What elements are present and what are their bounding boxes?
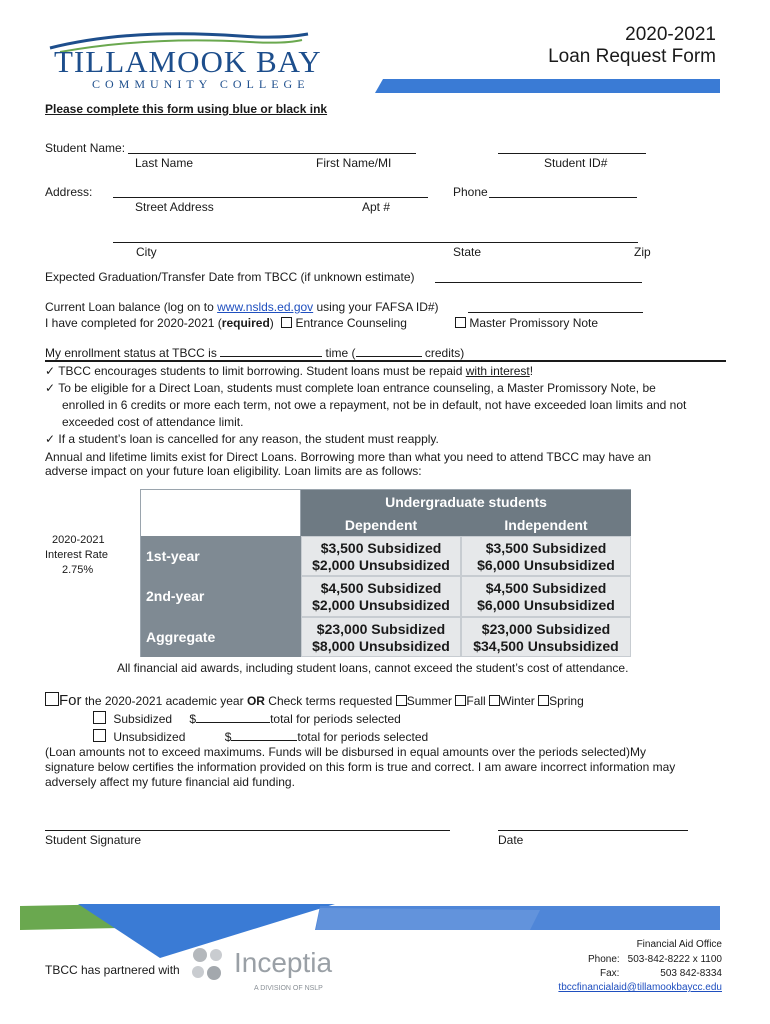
master-note-label: Master Promissory Note [469,316,599,330]
credits-blank[interactable] [356,347,422,357]
ind-2-sub: $4,500 Subsidized [485,580,607,596]
dep-2-unsub: $2,000 Unsubsidized [312,597,450,613]
address-label: Address: [45,185,93,199]
fax-value-footer: 503 842-8334 [660,968,722,979]
form-title: Loan Request Form [548,46,716,67]
zip-caption: Zip [634,245,651,259]
summer-label: Summer [406,694,453,708]
certify-line-3: adversely affect my future financial aid funding. [45,775,295,789]
notice-1-post: ! [529,364,534,378]
limits-line-2: adverse impact on your future loan eligibility. Loan limits are as follows: [45,464,422,478]
subsidized-label: Subsidized [113,712,173,726]
row-label-2nd-year: 2nd-year [141,576,301,617]
college-logo [40,30,322,100]
ind-1-sub: $3,500 Subsidized [485,540,607,556]
winter-checkbox[interactable] [489,695,500,706]
inceptia-mark-icon [188,945,228,985]
cell-independent-2nd-year [461,576,631,617]
completed-required: required [221,316,270,330]
form-year: 2020-2021 [625,24,716,45]
col-independent: Independent [461,514,631,536]
logo-subtitle: COMMUNITY COLLEGE [92,77,310,91]
unsubsidized-label: Unsubsidized [113,730,186,744]
cost-of-attendance-note: All financial aid awards, including student loans, cannot exceed the student’s cost of attendance. [117,661,629,675]
header-accent-bar [375,79,720,93]
enrollment-text-pre: My enrollment status at TBCC is [45,346,217,360]
enrollment-status-blank[interactable] [220,347,322,357]
notice-2-line-3: exceeded cost of attendance limit. [62,415,244,429]
group-header: Undergraduate students [301,490,631,514]
for-label: For [59,692,82,709]
checkmark-icon: ✓ [45,364,56,378]
rate-value: 2.75% [62,564,94,576]
academic-year-checkbox[interactable] [45,692,59,706]
completed-row [45,316,407,330]
date-line[interactable] [498,830,688,831]
entrance-counseling-label: Entrance Counseling [295,316,407,330]
loan-balance-line[interactable] [468,312,643,313]
last-name-caption: Last Name [135,156,194,170]
partner-text: TBCC has partnered with [45,963,180,977]
notice-2-line-1: To be eligible for a Direct Loan, students must complete loan entrance counseling, a Master Promissory Note, be [58,381,656,395]
master-note-row [455,316,598,330]
enrollment-text-post: credits) [424,346,465,360]
spring-label: Spring [549,694,584,708]
section-divider [45,360,726,362]
subsidized-total-label: total for periods selected [270,712,401,726]
checkmark-icon: ✓ [45,432,56,446]
apt-caption: Apt # [362,200,391,214]
cell-independent-aggregate [461,617,631,657]
phone-line[interactable] [489,197,637,198]
dep-agg-sub: $23,000 Subsidized [316,621,446,637]
cell-dependent-aggregate [301,617,461,657]
loan-balance-text-post: using your FAFSA ID#) [313,300,439,314]
loan-balance-text-pre: Current Loan balance (log on to [45,300,218,314]
phone-value-footer: 503-842-8222 x 1100 [627,954,722,965]
notice-bullet-3 [45,432,439,446]
completed-text-post: ) [269,316,274,330]
enrollment-text-mid: time ( [325,346,356,360]
student-id-caption: Student ID# [544,156,608,170]
notice-2-line-2: enrolled in 6 credits or more each term, not owe a repayment, not be in default, not have exceeded loan limits and not [62,398,687,412]
dep-1-sub: $3,500 Subsidized [320,540,442,556]
notice-bullet-2 [45,381,656,395]
ind-agg-unsub: $34,500 Unsubsidized [473,638,619,654]
master-promissory-checkbox[interactable] [455,317,466,328]
logo-title: TILLAMOOK BAY [54,44,322,79]
fax-label-footer: Fax: [600,968,620,979]
subsidized-checkbox[interactable] [93,711,106,724]
student-name-label: Student Name: [45,141,126,155]
ind-2-unsub: $6,000 Unsubsidized [477,597,615,613]
subsidized-amount-blank[interactable] [196,713,270,723]
financial-aid-email-link[interactable]: tbccfinancialaid@tillamookbaycc.edu [558,982,722,993]
date-label: Date [498,833,524,847]
state-caption: State [453,245,482,259]
student-signature-label: Student Signature [45,833,142,847]
dep-1-unsub: $2,000 Unsubsidized [312,557,450,573]
graduation-line[interactable] [435,282,642,283]
student-signature-line[interactable] [45,830,450,831]
unsubsidized-total-label: total for periods selected [297,730,429,744]
inceptia-logo [188,945,348,995]
entrance-counseling-checkbox[interactable] [281,317,292,328]
loan-limits-table [140,489,631,657]
graduation-label: Expected Graduation/Transfer Date from TBCC (if unknown estimate) [45,270,415,284]
summer-checkbox[interactable] [396,695,407,706]
student-id-line[interactable] [498,153,646,154]
footer-ribbon-graphic [20,900,735,960]
cell-dependent-1st-year [301,536,461,576]
row-label-1st-year: 1st-year [141,536,301,576]
winter-label: Winter [500,694,535,708]
limits-line-1: Annual and lifetime limits exist for Direct Loans. Borrowing more than what you need to attend TBCC may have an [45,450,652,464]
unsubsidized-dollar: $ [224,730,232,744]
row-label-aggregate: Aggregate [141,617,301,657]
inceptia-name: Inceptia [234,947,333,978]
cell-independent-1st-year [461,536,631,576]
completed-text-pre: I have completed for 2020-2021 ( [45,316,222,330]
or-text: OR [246,694,265,708]
phone-label-footer: Phone: [588,954,620,965]
period-text-post: Check terms requested [264,694,396,708]
notice-1-pre: TBCC encourages students to limit borrowing. Student loans must be repaid [58,364,466,378]
subsidized-row [93,711,401,726]
enrollment-row [45,346,464,360]
unsubsidized-amount-blank[interactable] [231,731,297,741]
street-address-line[interactable] [113,197,428,198]
period-text-pre: the 2020-2021 academic year [81,694,247,708]
dep-2-sub: $4,500 Subsidized [320,580,442,596]
ink-instructions: Please complete this form using blue or black ink [45,102,328,116]
first-name-caption: First Name/MI [316,156,392,170]
spring-checkbox[interactable] [538,695,549,706]
rate-year: 2020-2021 [52,534,105,546]
certify-line-1: (Loan amounts not to exceed maximums. Funds will be disbursed in equal amounts over the periods selected)My [45,745,646,759]
dep-agg-unsub: $8,000 Unsubsidized [312,638,450,654]
notice-bullet-1 [45,364,533,378]
col-dependent: Dependent [301,514,461,536]
rate-label: Interest Rate [45,549,108,561]
city-state-zip-line[interactable] [113,242,638,243]
student-name-line[interactable] [128,153,416,154]
checkmark-icon: ✓ [45,381,56,395]
table-corner-cell [141,490,301,536]
certify-line-2: signature below certifies the information provided on this form is true and correct. I am aware incorrect information may [45,760,676,774]
notice-3-text: If a student’s loan is cancelled for any reason, the student must reapply. [58,432,439,446]
fall-label: Fall [466,694,486,708]
inceptia-division: A DIVISION OF NSLP [254,985,323,992]
ind-1-unsub: $6,000 Unsubsidized [477,557,615,573]
financial-aid-office: Financial Aid Office [636,939,722,950]
nslds-link[interactable]: www.nslds.ed.gov [217,300,314,314]
phone-label: Phone [453,185,488,199]
fall-checkbox[interactable] [455,695,466,706]
with-interest-text: with interest [465,364,530,378]
ind-agg-sub: $23,000 Subsidized [481,621,611,637]
period-row [45,692,584,709]
cell-dependent-2nd-year [301,576,461,617]
unsubsidized-row [93,729,428,744]
city-caption: City [136,245,157,259]
street-caption: Street Address [135,200,214,214]
unsubsidized-checkbox[interactable] [93,729,106,742]
subsidized-dollar: $ [189,712,197,726]
loan-balance-label [45,300,439,314]
